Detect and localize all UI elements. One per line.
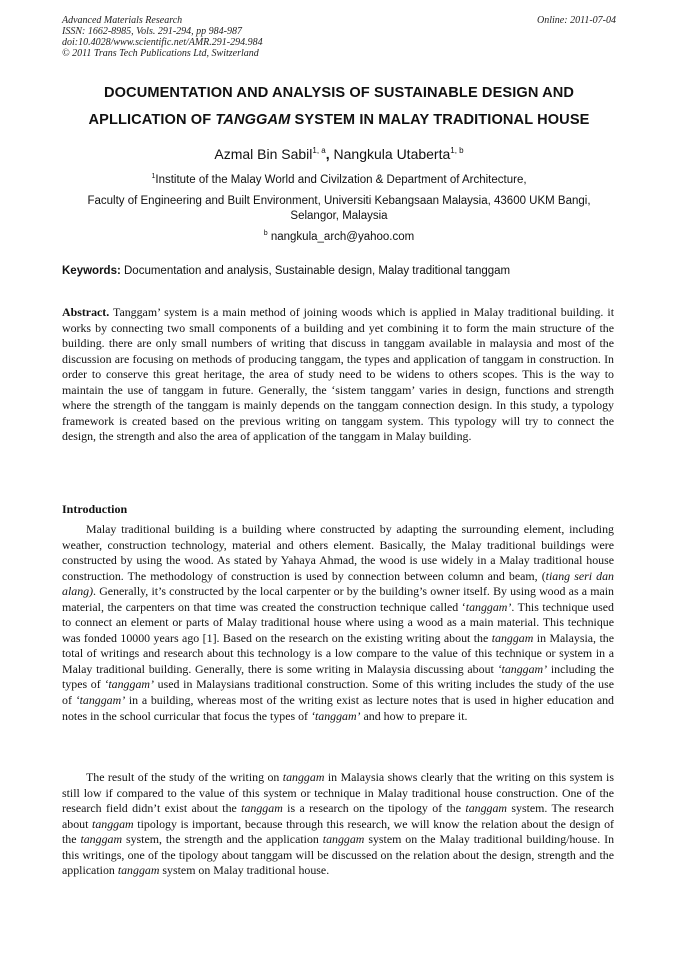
author-email (56, 229, 622, 245)
italic-run: ‘tanggam’ (75, 693, 126, 708)
introduction-paragraph-1 (62, 522, 614, 724)
email-text: nangkula_arch@yahoo.com (267, 231, 415, 243)
text-run: tipology is important, because through this research, we will know the relation about the design of the (62, 816, 615, 847)
text-run: including the types of (62, 661, 614, 692)
italic-run: tiang seri dan alang) (62, 568, 614, 599)
italic-run: ‘tanggam’ (104, 677, 154, 692)
affiliation-line-3: Selangor, Malaysia (290, 210, 388, 222)
email-marker: b (263, 230, 268, 237)
affiliation-line-2: Faculty of Engineering and Built Environment, Universiti Kebangsaan Malaysia, 43600 UKM Bangi, (87, 195, 591, 207)
text-run: . This technique used to connect an element or parts of Malay traditional house where using a wood as a main material. This technique was fonded 10000 years ago [1]. Based on the research on the existing writing about the (62, 599, 614, 645)
journal-name: Advanced Materials Research (62, 15, 183, 26)
italic-run: tanggam (491, 630, 534, 645)
journal-issn: ISSN: 1662-8985, Vols. 291-294, pp 984-987 (62, 26, 242, 37)
text-run: system. The research about (62, 801, 614, 831)
journal-header (62, 15, 616, 59)
text-run: The result of the study of the writing on (86, 770, 283, 784)
text-run: system on the Malay traditional building/house. In this writings, one of the tipology about tanggam will be discussed on the relation about the design, strength and the application (62, 832, 615, 878)
italic-run: tanggam (92, 816, 134, 831)
text-run: is a research on the tipology of the (282, 801, 466, 816)
abstract-text: Tanggam’ system is a main method of joining woods which is applied in Malay traditional building. it works by connecting two small components of a building and yet combining it to form the main structure of the building. there are only small numbers of writing that discuss in tanggam available in malaysia and most of the discussion are focusing on methods of producing tanggam, the types and application of tanggam in construction. In order to conserve this great heritage, the area of study need to be widens to others scopes. This is the way to maintain the use of tanggam in future. Generally, the ‘sistem tanggam’ varies in design, functions and strength where the strength of the tanggam is mainly depends on the tanggam connection design. In this study, a typology framework is created based on the previous writing on tanggam system. This typology will try to connect the design, the strength and also the area of application of the tanggam in Malay building. (62, 305, 614, 444)
journal-copyright: © 2011 Trans Tech Publications Ltd, Switzerland (62, 48, 259, 59)
text-run: system, the strength and the application (122, 832, 323, 847)
keywords-text: Documentation and analysis, Sustainable design, Malay traditional tanggam (120, 265, 511, 277)
italic-run: tanggam (80, 832, 123, 847)
italic-run: tanggam (117, 863, 160, 878)
italic-run: tanggam (282, 770, 325, 784)
text-run: system on Malay traditional house. (159, 863, 330, 878)
author-1-name: Azmal Bin Sabil (214, 146, 313, 162)
italic-run: tanggam (322, 832, 365, 847)
keywords (62, 264, 622, 279)
text-run: Malay traditional building is a building where constructed by adapting the surrounding element, including weather, construction technology, material and others element. Basically, the Malay traditional buildings were constructed by using the wood. As stated by Yahaya Ahmad, the wood is use widely in a Malay traditional house construction. The methodology of construction is used by connection between column and beam, ( (62, 522, 614, 583)
title-line-2 (40, 107, 638, 134)
paper-title (40, 80, 638, 134)
abstract (62, 305, 614, 445)
keywords-label: Keywords: (62, 265, 121, 277)
italic-run: ‘tanggam’ (497, 661, 548, 676)
affiliation-line-1-text: Institute of the Malay World and Civilzation & Department of Architecture, (155, 174, 527, 186)
italic-run: tanggam’ (465, 599, 512, 614)
author-1-marker: 1, a (312, 146, 326, 155)
title-line-2-end: SYSTEM IN MALAY TRADITIONAL HOUSE (290, 112, 590, 128)
author-separator: , (325, 146, 334, 162)
abstract-label: Abstract. (62, 305, 110, 319)
online-date: Online: 2011-07-04 (537, 15, 616, 26)
affiliation-line-1 (56, 172, 622, 188)
text-run: in Malaysia shows clearly that the writing on this system is still low if compared to the value of this system or technique in Malay traditional house construction. One of the research field didn’t exist about the (62, 770, 614, 816)
text-run: in a building, whereas most of the writing exist as lecture notes that is used in higher education and notes in the school curricular that focus the types of (62, 693, 614, 723)
text-run: . Generally, it’s constructed by the local carpenter or by the building’s owner itself. By using wood as a main material, the carpenters on that time was created the construction technique called ‘ (62, 584, 614, 614)
italic-run: tanggam (241, 801, 283, 816)
italic-run: ‘tanggam’ (310, 708, 361, 723)
section-heading-introduction: Introduction (62, 502, 128, 516)
title-line-1: DOCUMENTATION AND ANALYSIS OF SUSTAINABLE DESIGN AND (103, 85, 575, 101)
author-list (40, 145, 638, 163)
text-run: used in Malaysians traditional construction. Some of this writing includes the study of the use of (62, 677, 614, 708)
affiliation-marker: 1 (151, 173, 156, 180)
italic-run: tanggam (465, 801, 508, 816)
introduction-paragraph-2 (62, 770, 614, 879)
text-run: and how to prepare it. (360, 708, 468, 723)
title-italic-term: TANGGAM (215, 112, 291, 128)
text-run: in Malaysia, the total of writings and research about this technology is a low compare to the value of this technique or system in a Malay traditional building. Generally, there is some writing in Malaysia discussing about (62, 630, 614, 676)
author-2-marker: 1, b (450, 146, 464, 155)
journal-doi: doi:10.4028/www.scientific.net/AMR.291-294.984 (62, 37, 263, 48)
title-line-2-start: APLLICATION OF (88, 112, 216, 128)
author-2-name: Nangkula Utaberta (333, 146, 451, 162)
